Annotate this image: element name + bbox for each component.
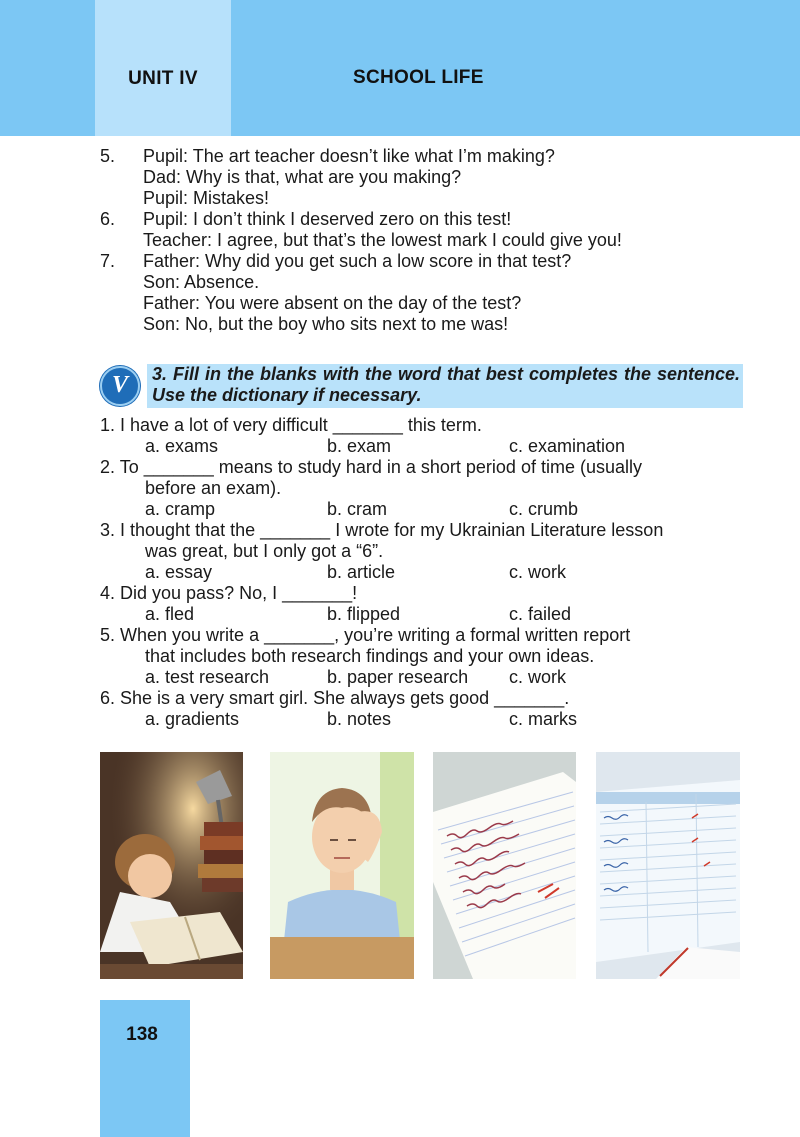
joke-item (100, 209, 760, 251)
option-a: a. test research (145, 667, 270, 687)
section-title: SCHOOL LIFE (353, 67, 484, 88)
answer-options (100, 667, 745, 688)
option-b: b. paper research (327, 667, 469, 687)
option-a: a. exams (145, 436, 219, 456)
question-item (100, 625, 745, 688)
option-c: c. work (509, 562, 567, 582)
joke-number: 6. (100, 209, 116, 229)
joke-line: Teacher: I agree, but that’s the lowest mark I could give you! (143, 230, 622, 250)
answer-options (100, 562, 745, 583)
joke-number: 5. (100, 146, 116, 166)
question-stem: 5. When you write a _______, you’re writing a formal written report (100, 625, 631, 645)
joke-line: Son: No, but the boy who sits next to me was! (143, 314, 509, 334)
illustration-worried-boy (270, 752, 414, 979)
illustration-handwritten-essay (433, 752, 576, 979)
joke-line: Son: Absence. (143, 272, 260, 292)
joke-line: Dad: Why is that, what are you making? (143, 167, 462, 187)
question-item (100, 520, 745, 583)
option-b: b. flipped (327, 604, 401, 624)
unit-label: UNIT IV (128, 68, 198, 89)
answer-options (100, 436, 745, 457)
answer-options (100, 499, 745, 520)
option-c: c. work (509, 667, 567, 687)
option-a: a. cramp (145, 499, 216, 519)
joke-line: Father: Why did you get such a low score in that test? (143, 251, 572, 271)
question-item (100, 415, 745, 457)
option-b: b. cram (327, 499, 388, 519)
page-number-tab (100, 1000, 190, 1137)
answer-options (100, 709, 745, 730)
joke-line: Pupil: Mistakes! (143, 188, 270, 208)
joke-item (100, 251, 760, 335)
joke-line: Father: You were absent on the day of the test? (143, 293, 522, 313)
question-stem: 2. To _______ means to study hard in a short period of time (usually (100, 457, 642, 477)
question-item (100, 583, 745, 625)
vocabulary-task-icon: V (100, 366, 140, 406)
illustration-grade-book (596, 752, 740, 979)
option-a: a. fled (145, 604, 195, 624)
question-continuation: that includes both research findings and your own ideas. (145, 646, 595, 666)
illustration-studying-boy (100, 752, 243, 979)
option-c: c. failed (509, 604, 572, 624)
joke-line: Pupil: The art teacher doesn’t like what I’m making? (143, 146, 555, 166)
question-continuation: before an exam). (145, 478, 282, 498)
question-item (100, 688, 745, 730)
option-b: b. notes (327, 709, 392, 729)
question-stem: 3. I thought that the _______ I wrote for my Ukrainian Literature lesson (100, 520, 664, 540)
option-a: a. gradients (145, 709, 240, 729)
question-item (100, 457, 745, 520)
option-b: b. exam (327, 436, 392, 456)
joke-line: Pupil: I don’t think I deserved zero on this test! (143, 209, 512, 229)
option-c: c. marks (509, 709, 578, 729)
option-b: b. article (327, 562, 396, 582)
answer-options (100, 604, 745, 625)
jokes-list (100, 146, 760, 335)
question-stem: 4. Did you pass? No, I _______! (100, 583, 358, 603)
question-stem: 6. She is a very smart girl. She always gets good _______. (100, 688, 570, 708)
question-stem: 1. I have a lot of very difficult _______ this term. (100, 415, 482, 435)
option-c: c. crumb (509, 499, 579, 519)
questions-list (100, 415, 745, 730)
task-instruction: 3. Fill in the blanks with the word that best completes the sentence. Use the dictionary if necessary. (152, 364, 740, 405)
joke-item (100, 146, 760, 209)
question-continuation: was great, but I only got a “6”. (145, 541, 384, 561)
page-number: 138 (126, 1024, 158, 1045)
option-c: c. examination (509, 436, 626, 456)
joke-number: 7. (100, 251, 116, 271)
option-a: a. essay (145, 562, 213, 582)
